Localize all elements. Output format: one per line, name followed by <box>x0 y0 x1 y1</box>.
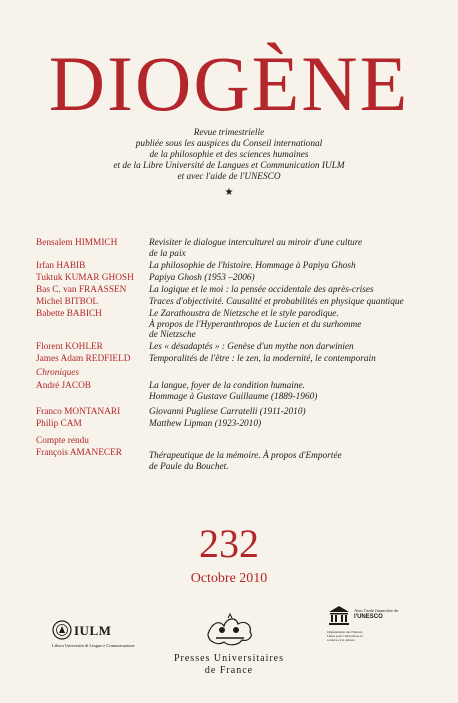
subtitle-line: et avec l'aide de l'UNESCO <box>177 172 281 182</box>
subtitle-line: publiée sous les auspices du Conseil international <box>135 139 323 149</box>
iulm-wordmark: IULM <box>74 623 112 638</box>
unesco-logo <box>327 604 417 664</box>
toc-title: La logique et le moi : la pensée occidentale des après-crises <box>149 285 374 295</box>
toc-title: Les « désadaptés » : Genèse d'un mythe non darwinien <box>149 342 354 352</box>
toc-title: Temporalités de l'être : le zen, la modernité, le contemporain <box>149 354 376 364</box>
iulm-seal-icon <box>52 620 72 640</box>
iulm-subtitle: Libera Università di Lingue e Comunicazione <box>52 643 135 648</box>
toc-title: Matthew Lipman (1923-2010) <box>149 419 262 429</box>
toc-title: Thérapeutique de la mémoire. À propos d'Emportée de Paule du Bouchet. <box>149 451 342 472</box>
issue-number: 232 <box>199 521 259 566</box>
toc-title: Giovanni Pugliese Carratelli (1911-2010) <box>149 407 306 417</box>
toc-title: Le Zarathoustra de Nietzsche et le style parodique. À propos de l'Hyperanthropos de Lucien et du surhomme de Nietzsche <box>149 309 362 340</box>
journal-description <box>40 128 418 183</box>
puf-emblem-icon <box>202 612 258 650</box>
unesco-temple-icon <box>327 604 351 626</box>
toc-author: Babette BABICH <box>36 309 102 319</box>
toc-author: Tuktuk KUMAR GHOSH <box>36 273 134 283</box>
issue-date: Octobre 2010 <box>190 571 268 586</box>
subtitle-line: de la philosophie et des sciences humaines <box>149 150 309 160</box>
section-heading-chroniques: Chroniques <box>36 368 80 378</box>
unesco-wordmark: l'UNESCO <box>354 614 383 620</box>
toc-author: Philip CAM <box>36 419 82 429</box>
toc-author: Florent KOHLER <box>36 342 103 352</box>
toc-title: Papiya Ghosh (1953 –2006) <box>149 273 255 283</box>
unesco-description: Organisation des Nations Unies pour l'éducation, la science et la culture <box>327 630 363 642</box>
toc-title: Revisiter le dialogue interculturel au miroir d'une culture de la paix <box>149 238 363 259</box>
section-heading-compte-rendu: Compte rendu <box>36 436 89 446</box>
toc-author: Franco MONTANARI <box>36 407 121 417</box>
star-ornament: ★ <box>224 187 234 198</box>
toc-author: James Adam REDFIELD <box>36 354 131 364</box>
toc-title: La langue, foyer de la condition humaine. Hommage à Gustave Guillaume (1889-1960) <box>149 381 318 402</box>
subtitle-line: et de la Libre Université de Langues et Communication IULM <box>113 161 345 171</box>
toc-author: Michel BITBOL <box>36 297 99 307</box>
publisher-name: Presses Universitaires de France <box>173 653 285 676</box>
toc-author: Irfan HABIB <box>36 261 86 271</box>
toc-title: Traces d'objectivité. Causalité et probabilités en physique quantique <box>149 297 404 307</box>
toc-author: François AMANECER <box>36 448 122 458</box>
journal-title: DIOGÈNE <box>48 40 410 127</box>
toc-author: Bas C. van FRAASSEN <box>36 285 127 295</box>
unesco-tagline: Avec l'aide financière de <box>354 608 399 613</box>
subtitle-line: Revue trimestrielle <box>193 128 265 138</box>
toc-title: La philosophie de l'histoire. Hommage à Papiya Ghosh <box>149 261 356 271</box>
toc-author: André JACOB <box>36 381 92 391</box>
toc-author: Bensalem HIMMICH <box>36 238 118 248</box>
